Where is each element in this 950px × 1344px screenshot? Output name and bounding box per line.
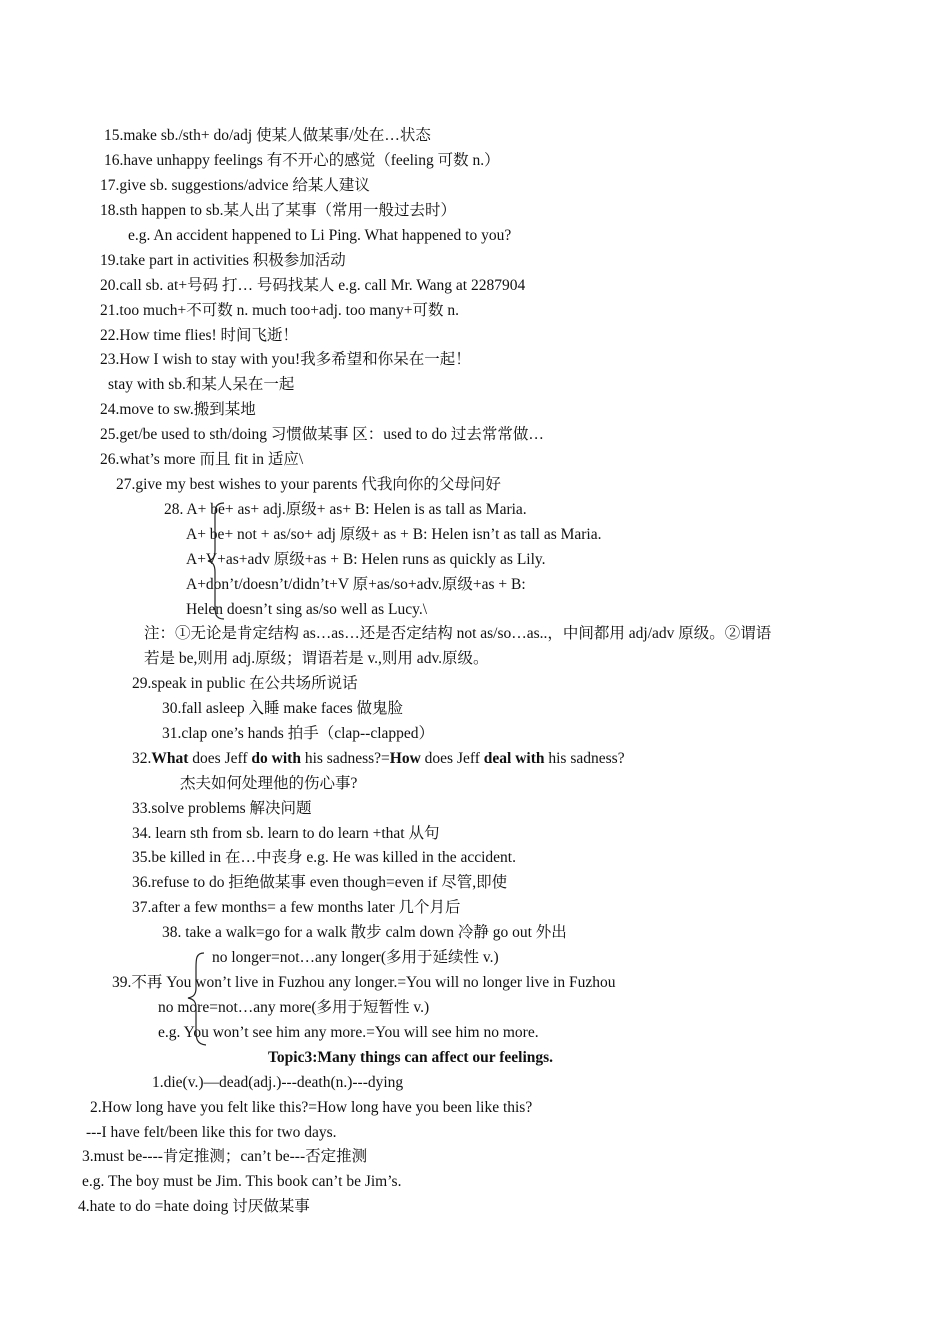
note-line: 32.What does Jeff do with his sadness?=How does Jeff deal with his sadness? bbox=[132, 750, 625, 767]
topic-heading: Topic3:Many things can affect our feelings. bbox=[268, 1049, 554, 1066]
note-line: 35.be killed in 在…中丧身 e.g. He was killed in the accident. bbox=[132, 849, 516, 866]
note-line: no more=not…any more(多用于短暂性 v.) bbox=[158, 999, 430, 1016]
note-line: no longer=not…any longer(多用于延续性 v.) bbox=[212, 949, 499, 966]
note-line: 2.How long have you felt like this?=How long have you been like this? bbox=[90, 1099, 533, 1116]
note-line: 21.too much+不可数 n. much too+adj. too many+可数 n. bbox=[100, 302, 460, 319]
note-line: 15.make sb./sth+ do/adj 使某人做某事/处在…状态 bbox=[104, 127, 431, 144]
note-line: 20.call sb. at+号码 打… 号码找某人 e.g. call Mr. Wang at 2287904 bbox=[100, 277, 526, 294]
note-line: ---I have felt/been like this for two days. bbox=[86, 1124, 337, 1141]
note-line: 4.hate to do =hate doing 讨厌做某事 bbox=[78, 1198, 310, 1215]
note-line: 36.refuse to do 拒绝做某事 even though=even if 尽管,即使 bbox=[132, 874, 508, 891]
note-line: 31.clap one’s hands 拍手（clap--clapped） bbox=[162, 725, 435, 742]
note-line: 22.How time flies! 时间飞逝！ bbox=[100, 327, 299, 344]
note-line: 杰夫如何处理他的伤心事? bbox=[180, 775, 358, 792]
note-line: 26.what’s more 而且 fit in 适应\ bbox=[100, 451, 304, 468]
note-line: 37.after a few months= a few months later 几个月后 bbox=[132, 899, 461, 916]
note-line: 23.How I wish to stay with you!我多希望和你呆在一起！ bbox=[100, 351, 471, 368]
note-line: 38. take a walk=go for a walk 散步 calm down 冷静 go out 外出 bbox=[162, 924, 567, 941]
note-line: 19.take part in activities 积极参加活动 bbox=[100, 252, 346, 269]
note-line: A+ be+ not + as/so+ adj 原级+ as + B: Helen isn’t as tall as Maria. bbox=[186, 526, 602, 543]
note-line: 17.give sb. suggestions/advice 给某人建议 bbox=[100, 177, 370, 194]
note-line: A+don’t/doesn’t/didn’t+V 原+as/so+adv.原级+as + B: bbox=[186, 576, 526, 593]
note-line: stay with sb.和某人呆在一起 bbox=[108, 376, 295, 393]
note-line: 1.die(v.)—dead(adj.)---death(n.)---dying bbox=[152, 1074, 404, 1091]
note-line: 30.fall asleep 入睡 make faces 做鬼脸 bbox=[162, 700, 404, 717]
note-line: 24.move to sw.搬到某地 bbox=[100, 401, 256, 418]
note-line: 注：①无论是肯定结构 as…as…还是否定结构 not as/so…as..，中间都用 adj/adv 原级。②谓语 bbox=[144, 625, 772, 642]
note-line: 33.solve problems 解决问题 bbox=[132, 800, 312, 817]
note-line: 3.must be----肯定推测；can’t be---否定推测 bbox=[82, 1148, 368, 1165]
example-line: e.g. You won’t see him any more.=You will see him no more. bbox=[158, 1024, 539, 1041]
note-line: 18.sth happen to sb.某人出了某事（常用一般过去时） bbox=[100, 202, 457, 219]
note-line: 若是 be,则用 adj.原级；谓语若是 v.,则用 adv.原级。 bbox=[144, 650, 489, 667]
note-line: Helen doesn’t sing as/so well as Lucy.\ bbox=[186, 601, 428, 618]
example-line: e.g. An accident happened to Li Ping. What happened to you? bbox=[128, 227, 512, 244]
example-line: e.g. The boy must be Jim. This book can’t be Jim’s. bbox=[82, 1173, 402, 1190]
note-line: 28. A+ be+ as+ adj.原级+ as+ B: Helen is as tall as Maria. bbox=[164, 501, 527, 518]
note-line: 34. learn sth from sb. learn to do learn +that 从句 bbox=[132, 825, 440, 842]
note-line: 27.give my best wishes to your parents 代我向你的父母问好 bbox=[116, 476, 501, 493]
note-line: 39.不再 You won’t live in Fuzhou any longer.=You will no longer live in Fuzhou bbox=[112, 974, 616, 991]
note-line: A+V+as+adv 原级+as + B: Helen runs as quickly as Lily. bbox=[186, 551, 546, 568]
note-line: 25.get/be used to sth/doing 习惯做某事 区：used to do 过去常常做… bbox=[100, 426, 544, 443]
note-line: 29.speak in public 在公共场所说话 bbox=[132, 675, 358, 692]
note-line: 16.have unhappy feelings 有不开心的感觉（feeling 可数 n.） bbox=[104, 152, 500, 169]
